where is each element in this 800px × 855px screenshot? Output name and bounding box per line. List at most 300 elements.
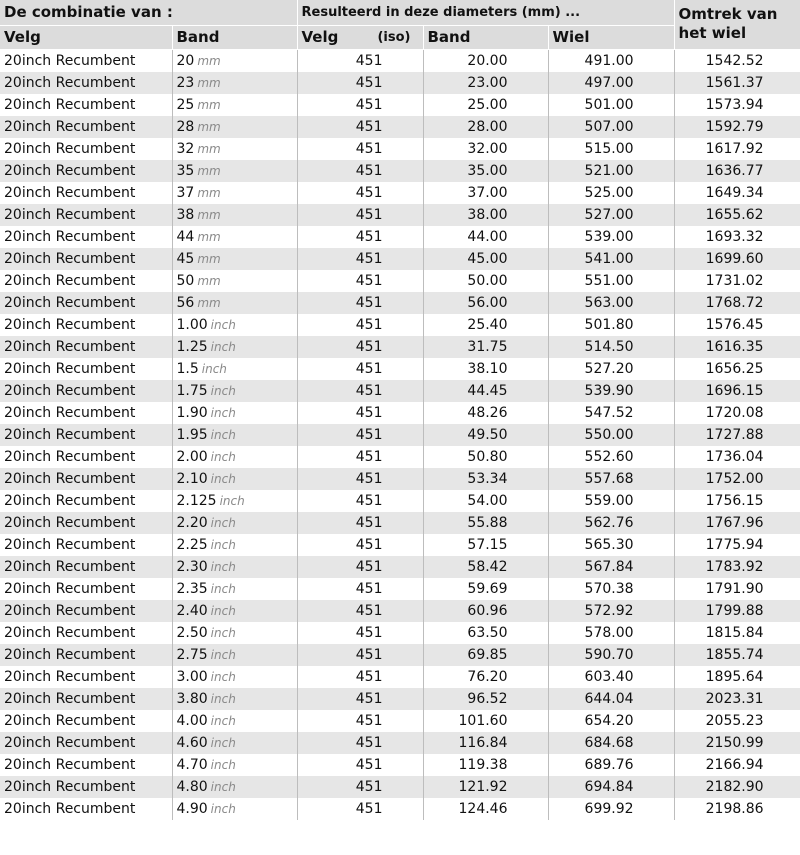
omtrek-cell: 2055.23: [674, 710, 800, 732]
omtrek-cell: 1783.92: [674, 556, 800, 578]
velg-cell: 20inch Recumbent: [0, 50, 172, 73]
wiel-cell: 527.20: [548, 358, 674, 380]
band-mm-cell: 31.75: [423, 336, 548, 358]
velg-cell: 20inch Recumbent: [0, 776, 172, 798]
wiel-cell: 552.60: [548, 446, 674, 468]
wiel-cell: 572.92: [548, 600, 674, 622]
omtrek-cell: 2150.99: [674, 732, 800, 754]
iso-cell: 451: [297, 798, 423, 820]
band-cell: [172, 248, 297, 270]
omtrek-cell: 1731.02: [674, 270, 800, 292]
wiel-cell: 590.70: [548, 644, 674, 666]
band-mm-cell: 38.10: [423, 358, 548, 380]
band-value: 1.75: [176, 383, 208, 399]
table-row: [0, 380, 800, 402]
band-value: 32: [176, 141, 195, 157]
table-row: [0, 292, 800, 314]
band-value: 2.50: [176, 625, 208, 641]
velg-iso-header: [297, 26, 423, 50]
wiel-cell: 515.00: [548, 138, 674, 160]
band-unit: inch: [210, 692, 236, 706]
wiel-cell: 507.00: [548, 116, 674, 138]
wiel-cell: 567.84: [548, 556, 674, 578]
omtrek-cell: 1815.84: [674, 622, 800, 644]
table-row: [0, 512, 800, 534]
band-cell: [172, 622, 297, 644]
velg-cell: 20inch Recumbent: [0, 358, 172, 380]
band-mm-cell: 59.69: [423, 578, 548, 600]
band-value: 1.25: [176, 339, 208, 355]
band-unit: inch: [210, 626, 236, 640]
omtrek-cell: 1617.92: [674, 138, 800, 160]
iso-cell: 451: [297, 468, 423, 490]
omtrek-cell: 1636.77: [674, 160, 800, 182]
omtrek-header: Omtrek van het wiel: [674, 0, 800, 50]
band-mm-cell: 58.42: [423, 556, 548, 578]
band-mm-cell: 25.00: [423, 94, 548, 116]
band-unit: inch: [210, 340, 236, 354]
band-value: 56: [176, 295, 195, 311]
iso-cell: 451: [297, 336, 423, 358]
band-unit: inch: [210, 472, 236, 486]
band-cell: [172, 666, 297, 688]
wiel-cell: 559.00: [548, 490, 674, 512]
band-cell: [172, 226, 297, 248]
velg-cell: 20inch Recumbent: [0, 666, 172, 688]
velg-cell: 20inch Recumbent: [0, 688, 172, 710]
velg-cell: 20inch Recumbent: [0, 94, 172, 116]
iso-cell: 451: [297, 710, 423, 732]
band-unit: inch: [201, 362, 227, 376]
iso-cell: 451: [297, 776, 423, 798]
band-unit: inch: [210, 384, 236, 398]
band-mm-cell: 96.52: [423, 688, 548, 710]
velg-cell: 20inch Recumbent: [0, 754, 172, 776]
iso-cell: 451: [297, 622, 423, 644]
velg-cell: 20inch Recumbent: [0, 424, 172, 446]
wiel-cell: 550.00: [548, 424, 674, 446]
band-cell: [172, 182, 297, 204]
iso-cell: 451: [297, 754, 423, 776]
iso-cell: 451: [297, 600, 423, 622]
table-row: [0, 358, 800, 380]
velg-cell: 20inch Recumbent: [0, 556, 172, 578]
band-value: 28: [176, 119, 195, 135]
band-cell: [172, 732, 297, 754]
omtrek-cell: 1727.88: [674, 424, 800, 446]
band-mm-cell: 37.00: [423, 182, 548, 204]
velg-cell: 20inch Recumbent: [0, 336, 172, 358]
table-row: [0, 776, 800, 798]
velg-cell: 20inch Recumbent: [0, 534, 172, 556]
band-value: 3.00: [176, 669, 208, 685]
velg-cell: 20inch Recumbent: [0, 116, 172, 138]
band-value: 2.125: [176, 493, 217, 509]
band-mm-cell: 32.00: [423, 138, 548, 160]
band-cell: [172, 402, 297, 424]
band-unit: mm: [197, 296, 221, 310]
table-row: [0, 424, 800, 446]
iso-cell: 451: [297, 380, 423, 402]
omtrek-cell: 1693.32: [674, 226, 800, 248]
omtrek-cell: 1736.04: [674, 446, 800, 468]
band-value: 2.00: [176, 449, 208, 465]
omtrek-cell: 1791.90: [674, 578, 800, 600]
velg-cell: 20inch Recumbent: [0, 314, 172, 336]
omtrek-cell: 1699.60: [674, 248, 800, 270]
band-mm-cell: 55.88: [423, 512, 548, 534]
band-unit: mm: [197, 76, 221, 90]
table-row: [0, 578, 800, 600]
band-mm-cell: 45.00: [423, 248, 548, 270]
band-value: 37: [176, 185, 195, 201]
band-unit: inch: [210, 648, 236, 662]
band-cell: [172, 468, 297, 490]
wiel-cell: 694.84: [548, 776, 674, 798]
iso-cell: 451: [297, 666, 423, 688]
velg-cell: 20inch Recumbent: [0, 512, 172, 534]
velg-cell: 20inch Recumbent: [0, 644, 172, 666]
iso-cell: 451: [297, 556, 423, 578]
omtrek-cell: 1649.34: [674, 182, 800, 204]
band-unit: mm: [197, 230, 221, 244]
band-value: 4.90: [176, 801, 208, 817]
iso-cell: 451: [297, 358, 423, 380]
wiel-cell: 497.00: [548, 72, 674, 94]
band-mm-cell: 63.50: [423, 622, 548, 644]
velg-cell: 20inch Recumbent: [0, 380, 172, 402]
wiel-cell: 501.80: [548, 314, 674, 336]
band-cell: [172, 534, 297, 556]
band-cell: [172, 72, 297, 94]
table-row: [0, 314, 800, 336]
band-value: 1.95: [176, 427, 208, 443]
band-mm-cell: 20.00: [423, 50, 548, 73]
band-mm-cell: 124.46: [423, 798, 548, 820]
velg-cell: 20inch Recumbent: [0, 446, 172, 468]
omtrek-cell: 1696.15: [674, 380, 800, 402]
omtrek-cell: 1799.88: [674, 600, 800, 622]
iso-cell: 451: [297, 512, 423, 534]
wiel-cell: 539.00: [548, 226, 674, 248]
wiel-cell: 644.04: [548, 688, 674, 710]
iso-cell: 451: [297, 94, 423, 116]
omtrek-cell: 1561.37: [674, 72, 800, 94]
table-row: [0, 72, 800, 94]
band-unit: inch: [210, 516, 236, 530]
iso-cell: 451: [297, 226, 423, 248]
omtrek-cell: 1616.35: [674, 336, 800, 358]
iso-cell: 451: [297, 204, 423, 226]
band-value: 35: [176, 163, 195, 179]
wiel-cell: 654.20: [548, 710, 674, 732]
wiel-cell: 562.76: [548, 512, 674, 534]
velg-cell: 20inch Recumbent: [0, 600, 172, 622]
table-row: [0, 138, 800, 160]
table-row: [0, 248, 800, 270]
iso-cell: 451: [297, 402, 423, 424]
band-cell: [172, 380, 297, 402]
velg-cell: 20inch Recumbent: [0, 182, 172, 204]
band-cell: [172, 204, 297, 226]
band-unit: inch: [219, 494, 245, 508]
band-mm-cell: 76.20: [423, 666, 548, 688]
band-value: 4.80: [176, 779, 208, 795]
table-row: [0, 622, 800, 644]
omtrek-cell: 1855.74: [674, 644, 800, 666]
band-mm-cell: 23.00: [423, 72, 548, 94]
band-value: 2.30: [176, 559, 208, 575]
band-mm-cell: 69.85: [423, 644, 548, 666]
table-row: [0, 226, 800, 248]
table-row: [0, 666, 800, 688]
band-unit: mm: [197, 54, 221, 68]
band-mm-cell: 53.34: [423, 468, 548, 490]
omtrek-cell: 1752.00: [674, 468, 800, 490]
band-mm-cell: 50.00: [423, 270, 548, 292]
table-row: [0, 402, 800, 424]
wiel-cell: 521.00: [548, 160, 674, 182]
omtrek-cell: 2166.94: [674, 754, 800, 776]
iso-label: (iso): [377, 30, 411, 45]
iso-cell: 451: [297, 446, 423, 468]
band-mm-cell: 44.45: [423, 380, 548, 402]
omtrek-cell: 1775.94: [674, 534, 800, 556]
velg-cell: 20inch Recumbent: [0, 402, 172, 424]
band-cell: [172, 160, 297, 182]
band-unit: inch: [210, 758, 236, 772]
band-unit: mm: [197, 98, 221, 112]
band-cell: [172, 50, 297, 73]
band-mm-cell: 121.92: [423, 776, 548, 798]
band-value: 1.90: [176, 405, 208, 421]
iso-cell: 451: [297, 50, 423, 73]
velg-cell: 20inch Recumbent: [0, 204, 172, 226]
band-unit: mm: [197, 186, 221, 200]
band-cell: [172, 600, 297, 622]
band-cell: [172, 446, 297, 468]
table-row: [0, 50, 800, 73]
band-cell: [172, 358, 297, 380]
band-cell: [172, 578, 297, 600]
band-cell: [172, 512, 297, 534]
velg-cell: 20inch Recumbent: [0, 798, 172, 820]
velg-cell: 20inch Recumbent: [0, 248, 172, 270]
iso-cell: 451: [297, 248, 423, 270]
table-row: [0, 600, 800, 622]
velg-cell: 20inch Recumbent: [0, 72, 172, 94]
iso-cell: 451: [297, 644, 423, 666]
table-row: [0, 710, 800, 732]
table-row: [0, 688, 800, 710]
band-mm-cell: 38.00: [423, 204, 548, 226]
table-row: [0, 468, 800, 490]
band-mm-cell: 119.38: [423, 754, 548, 776]
band-cell: [172, 116, 297, 138]
table-row: [0, 732, 800, 754]
table-row: [0, 534, 800, 556]
iso-cell: 451: [297, 160, 423, 182]
wiel-cell: 563.00: [548, 292, 674, 314]
band-cell: [172, 556, 297, 578]
band-value: 4.70: [176, 757, 208, 773]
band-value: 44: [176, 229, 195, 245]
wiel-cell: 684.68: [548, 732, 674, 754]
band-cell: [172, 270, 297, 292]
wiel-cell: 570.38: [548, 578, 674, 600]
band-unit: inch: [210, 428, 236, 442]
band-cell: [172, 138, 297, 160]
band-mm-cell: 44.00: [423, 226, 548, 248]
band-unit: inch: [210, 318, 236, 332]
table-row: [0, 446, 800, 468]
omtrek-cell: 2023.31: [674, 688, 800, 710]
band-unit: inch: [210, 406, 236, 420]
omtrek-cell: 1720.08: [674, 402, 800, 424]
wiel-cell: 491.00: [548, 50, 674, 73]
wiel-header: Wiel: [548, 26, 674, 50]
band-value: 23: [176, 75, 195, 91]
band-mm-cell: 101.60: [423, 710, 548, 732]
omtrek-cell: 1656.25: [674, 358, 800, 380]
band-value: 20: [176, 53, 195, 69]
iso-cell: 451: [297, 72, 423, 94]
band-value: 2.25: [176, 537, 208, 553]
band-mm-cell: 28.00: [423, 116, 548, 138]
band-unit: inch: [210, 604, 236, 618]
wiel-cell: 514.50: [548, 336, 674, 358]
band-value: 2.75: [176, 647, 208, 663]
omtrek-cell: 1895.64: [674, 666, 800, 688]
band-cell: [172, 754, 297, 776]
wiel-cell: 541.00: [548, 248, 674, 270]
band-value: 50: [176, 273, 195, 289]
band-unit: mm: [197, 274, 221, 288]
result-header: Resulteerd in deze diameters (mm) ...: [297, 0, 674, 26]
band-value: 1.00: [176, 317, 208, 333]
iso-cell: 451: [297, 578, 423, 600]
band-mm-cell: 35.00: [423, 160, 548, 182]
velg-cell: 20inch Recumbent: [0, 292, 172, 314]
band-unit: inch: [210, 780, 236, 794]
band-cell: [172, 644, 297, 666]
band-value: 1.5: [176, 361, 199, 377]
wiel-cell: 603.40: [548, 666, 674, 688]
iso-cell: 451: [297, 424, 423, 446]
velg-cell: 20inch Recumbent: [0, 138, 172, 160]
band-cell: [172, 798, 297, 820]
band-mm-cell: 56.00: [423, 292, 548, 314]
band-mm-cell: 54.00: [423, 490, 548, 512]
table-row: [0, 116, 800, 138]
band-unit: inch: [210, 582, 236, 596]
wiel-cell: 565.30: [548, 534, 674, 556]
iso-cell: 451: [297, 116, 423, 138]
band-unit: mm: [197, 142, 221, 156]
velg-cell: 20inch Recumbent: [0, 710, 172, 732]
omtrek-cell: 1573.94: [674, 94, 800, 116]
table-row: [0, 160, 800, 182]
velg-cell: 20inch Recumbent: [0, 226, 172, 248]
combination-header: De combinatie van :: [0, 0, 297, 26]
band-unit: inch: [210, 714, 236, 728]
iso-cell: 451: [297, 688, 423, 710]
band-mm-header: Band: [423, 26, 548, 50]
table-row: [0, 182, 800, 204]
band-mm-cell: 57.15: [423, 534, 548, 556]
band-cell: [172, 94, 297, 116]
omtrek-cell: 1768.72: [674, 292, 800, 314]
velg-cell: 20inch Recumbent: [0, 160, 172, 182]
omtrek-cell: 1767.96: [674, 512, 800, 534]
table-row: [0, 644, 800, 666]
velg-cell: 20inch Recumbent: [0, 490, 172, 512]
iso-cell: 451: [297, 270, 423, 292]
band-mm-cell: 60.96: [423, 600, 548, 622]
band-mm-cell: 116.84: [423, 732, 548, 754]
band-value: 45: [176, 251, 195, 267]
iso-cell: 451: [297, 314, 423, 336]
wiel-cell: 551.00: [548, 270, 674, 292]
band-header: Band: [172, 26, 297, 50]
band-value: 4.00: [176, 713, 208, 729]
table-row: [0, 798, 800, 820]
wiel-cell: 699.92: [548, 798, 674, 820]
band-cell: [172, 490, 297, 512]
velg-cell: 20inch Recumbent: [0, 468, 172, 490]
band-mm-cell: 48.26: [423, 402, 548, 424]
omtrek-cell: 1542.52: [674, 50, 800, 73]
iso-cell: 451: [297, 292, 423, 314]
iso-cell: 451: [297, 138, 423, 160]
band-mm-cell: 25.40: [423, 314, 548, 336]
wiel-cell: 501.00: [548, 94, 674, 116]
band-value: 38: [176, 207, 195, 223]
band-unit: inch: [210, 736, 236, 750]
omtrek-cell: 1576.45: [674, 314, 800, 336]
wiel-cell: 539.90: [548, 380, 674, 402]
band-value: 2.20: [176, 515, 208, 531]
band-unit: mm: [197, 120, 221, 134]
velg-iso-label: Velg: [301, 28, 339, 46]
band-unit: inch: [210, 450, 236, 464]
band-value: 2.10: [176, 471, 208, 487]
band-value: 4.60: [176, 735, 208, 751]
band-cell: [172, 688, 297, 710]
band-value: 25: [176, 97, 195, 113]
iso-cell: 451: [297, 182, 423, 204]
band-cell: [172, 776, 297, 798]
wiel-cell: 578.00: [548, 622, 674, 644]
band-cell: [172, 710, 297, 732]
wiel-cell: 557.68: [548, 468, 674, 490]
band-value: 3.80: [176, 691, 208, 707]
wiel-cell: 689.76: [548, 754, 674, 776]
velg-cell: 20inch Recumbent: [0, 622, 172, 644]
omtrek-cell: 2182.90: [674, 776, 800, 798]
iso-cell: 451: [297, 534, 423, 556]
table-row: [0, 336, 800, 358]
table-body: [0, 50, 800, 821]
velg-cell: 20inch Recumbent: [0, 578, 172, 600]
velg-header: Velg: [0, 26, 172, 50]
band-unit: inch: [210, 802, 236, 816]
table-row: [0, 204, 800, 226]
band-unit: inch: [210, 560, 236, 574]
table-row: [0, 270, 800, 292]
band-value: 2.40: [176, 603, 208, 619]
table-row: [0, 754, 800, 776]
